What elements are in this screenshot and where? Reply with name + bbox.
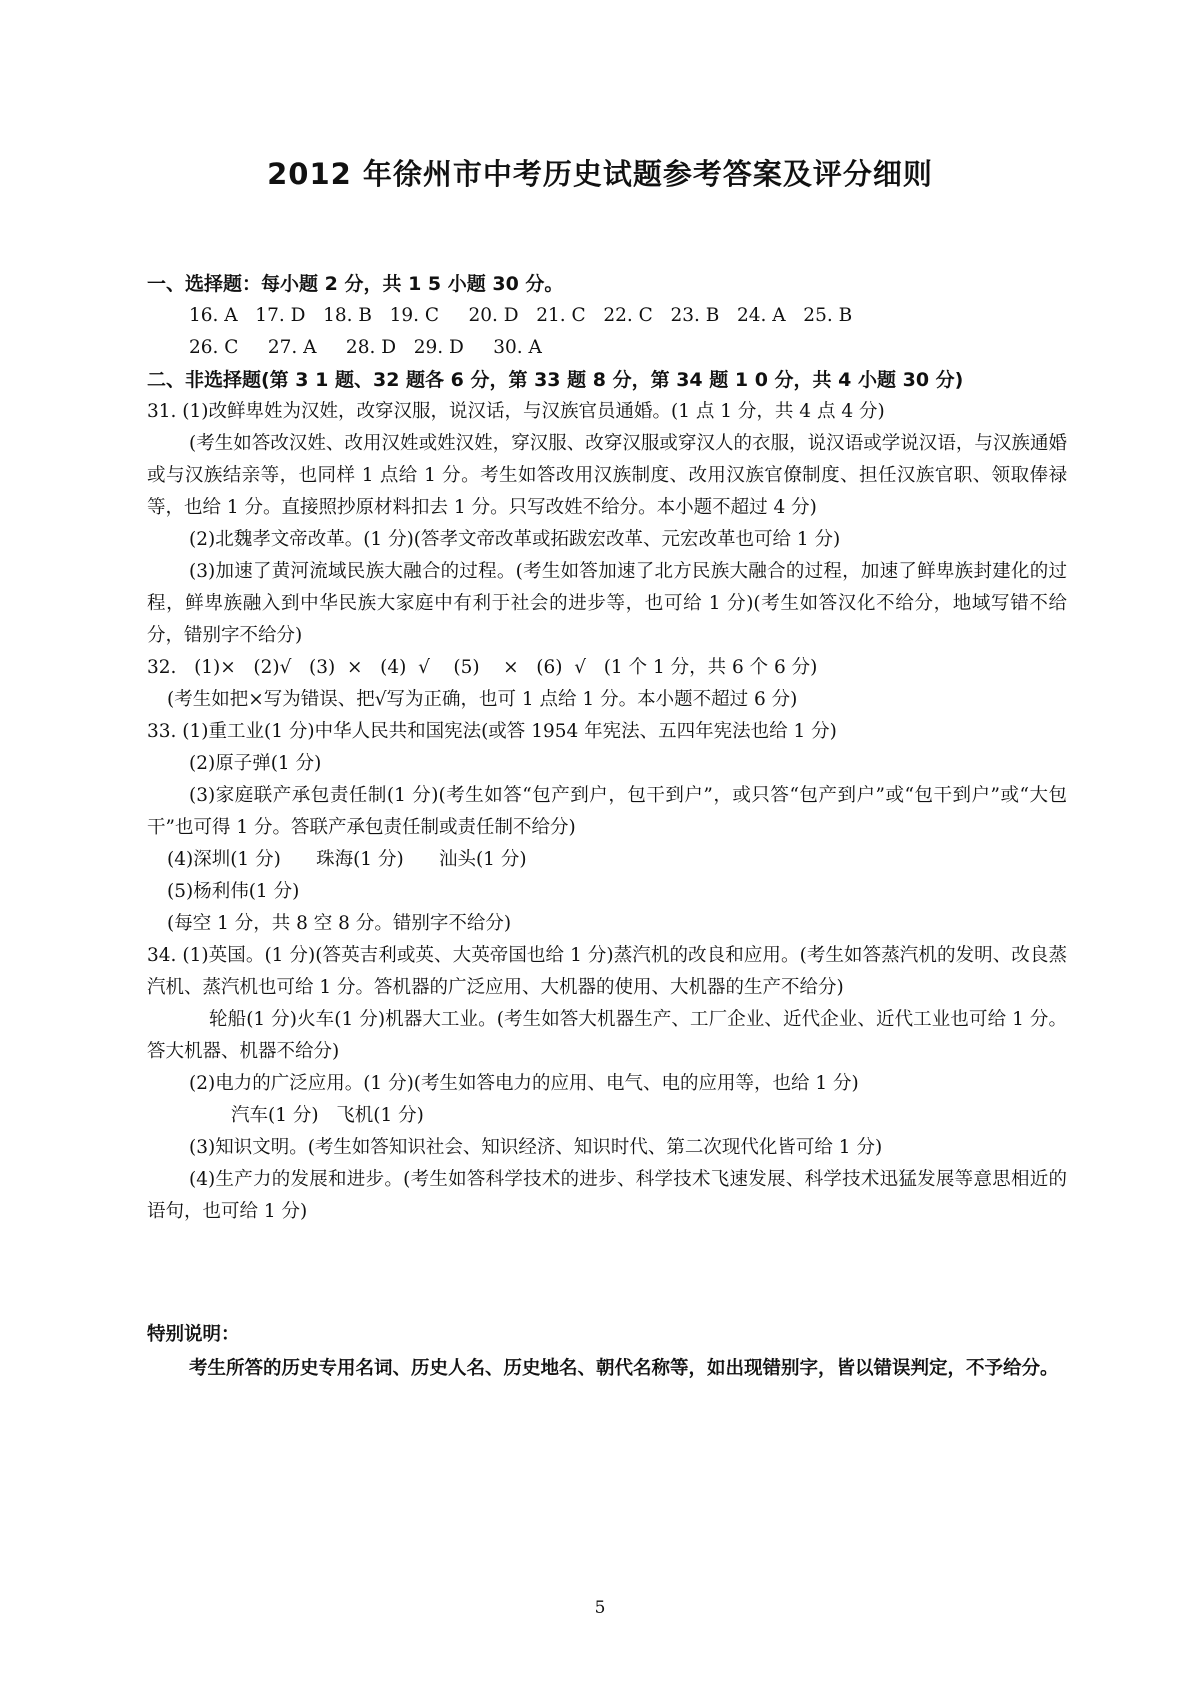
section1-heading: 一、选择题：每小题 2 分，共 1 5 小题 30 分。 xyxy=(147,273,564,295)
q34-answer-2b: 汽车(1 分) 飞机(1 分) xyxy=(231,1105,424,1126)
q31-answer-3: (3)加速了黄河流域民族大融合的过程。(考生如答加速了北方民族大融合的过程，加速了鲜卑族封建化的过程，鲜卑族融入到中华民族大家庭中有利于社会的进步等，也可给 1 分)(考生如答汉化不给分，地域写错不给分，错别字不给分) xyxy=(147,561,1067,646)
q34-answer-1: 34. (1)英国。(1 分)(答英吉利或英、大英帝国也给 1 分)蒸汽机的改良和应用。(考生如答蒸汽机的发明、改良蒸汽机、蒸汽机也可给 1 分。答机器的广泛应用、大机器的使用、大机器的生产不给分) xyxy=(147,945,1067,998)
q33-answer-4: (4)深圳(1 分) 珠海(1 分) 汕头(1 分) xyxy=(167,849,527,870)
q31-answer-2: (2)北魏孝文帝改革。(1 分)(答孝文帝改革或拓跋宏改革、元宏改革也可给 1 分) xyxy=(189,529,841,550)
q33-answer-2: (2)原子弹(1 分) xyxy=(189,753,322,774)
q34-answer-3: (3)知识文明。(考生如答知识社会、知识经济、知识时代、第二次现代化皆可给 1 分) xyxy=(189,1137,883,1158)
q32-note: (考生如把×写为错误、把√写为正确，也可 1 点给 1 分。本小题不超过 6 分) xyxy=(167,689,798,710)
q32-answer: 32. (1)× (2)√ (3) × (4) √ (5) × (6) √ (1 个 1 分，共 6 个 6 分) xyxy=(147,657,818,678)
mc-answers-row2: 26. C 27. A 28. D 29. D 30. A xyxy=(189,337,542,358)
q31-note-1: (考生如答改汉姓、改用汉姓或姓汉姓，穿汉服、改穿汉服或穿汉人的衣服，说汉语或学说汉语，与汉族通婚或与汉族结亲等，也同样 1 点给 1 分。考生如答改用汉族制度、改用汉族官僚制度、担任汉族官职、领取俸禄等，也给 1 分。直接照抄原材料扣去 1 分。只写改姓不给分。本小题不超过 4 分) xyxy=(147,433,1067,518)
q33-answer-5: (5)杨利伟(1 分) xyxy=(167,881,300,902)
page-title: 2012 年徐州市中考历史试题参考答案及评分细则 xyxy=(267,157,933,191)
q34-answer-4: (4)生产力的发展和进步。(考生如答科学技术的进步、科学技术飞速发展、科学技术迅猛发展等意思相近的语句，也可给 1 分) xyxy=(147,1169,1067,1222)
q33-answer-1: 33. (1)重工业(1 分)中华人民共和国宪法(或答 1954 年宪法、五四年宪法也给 1 分) xyxy=(147,721,837,742)
answer-body xyxy=(147,268,1067,1228)
special-note xyxy=(147,1318,1067,1386)
page-number: 5 xyxy=(594,1598,606,1618)
section2-heading: 二、非选择题(第 3 1 题、32 题各 6 分，第 33 题 8 分，第 34 题 1 0 分，共 4 小题 30 分) xyxy=(147,369,964,391)
special-note-heading: 特别说明： xyxy=(147,1324,240,1345)
q33-answer-3: (3)家庭联产承包责任制(1 分)(考生如答“包产到户，包干到户”，或只答“包产到户”或“包干到户”或“大包干”也可得 1 分。答联产承包责任制或责任制不给分) xyxy=(147,785,1067,838)
q34-answer-2: (2)电力的广泛应用。(1 分)(考生如答电力的应用、电气、电的应用等，也给 1 分) xyxy=(189,1073,859,1094)
q31-answer-1: 31. (1)改鲜卑姓为汉姓，改穿汉服，说汉话，与汉族官员通婚。(1 点 1 分，共 4 点 4 分) xyxy=(147,401,885,422)
special-note-text: 考生所答的历史专用名词、历史人名、历史地名、朝代名称等，如出现错别字，皆以错误判定，不予给分。 xyxy=(189,1358,1059,1379)
q33-note: (每空 1 分，共 8 空 8 分。错别字不给分) xyxy=(167,913,512,934)
mc-answers-row1: 16. A 17. D 18. B 19. C 20. D 21. C 22. C 23. B 24. A 25. B xyxy=(189,305,853,326)
q34-answer-1b: 轮船(1 分)火车(1 分)机器大工业。(考生如答大机器生产、工厂企业、近代企业、近代工业也可给 1 分。答大机器、机器不给分) xyxy=(147,1009,1067,1062)
